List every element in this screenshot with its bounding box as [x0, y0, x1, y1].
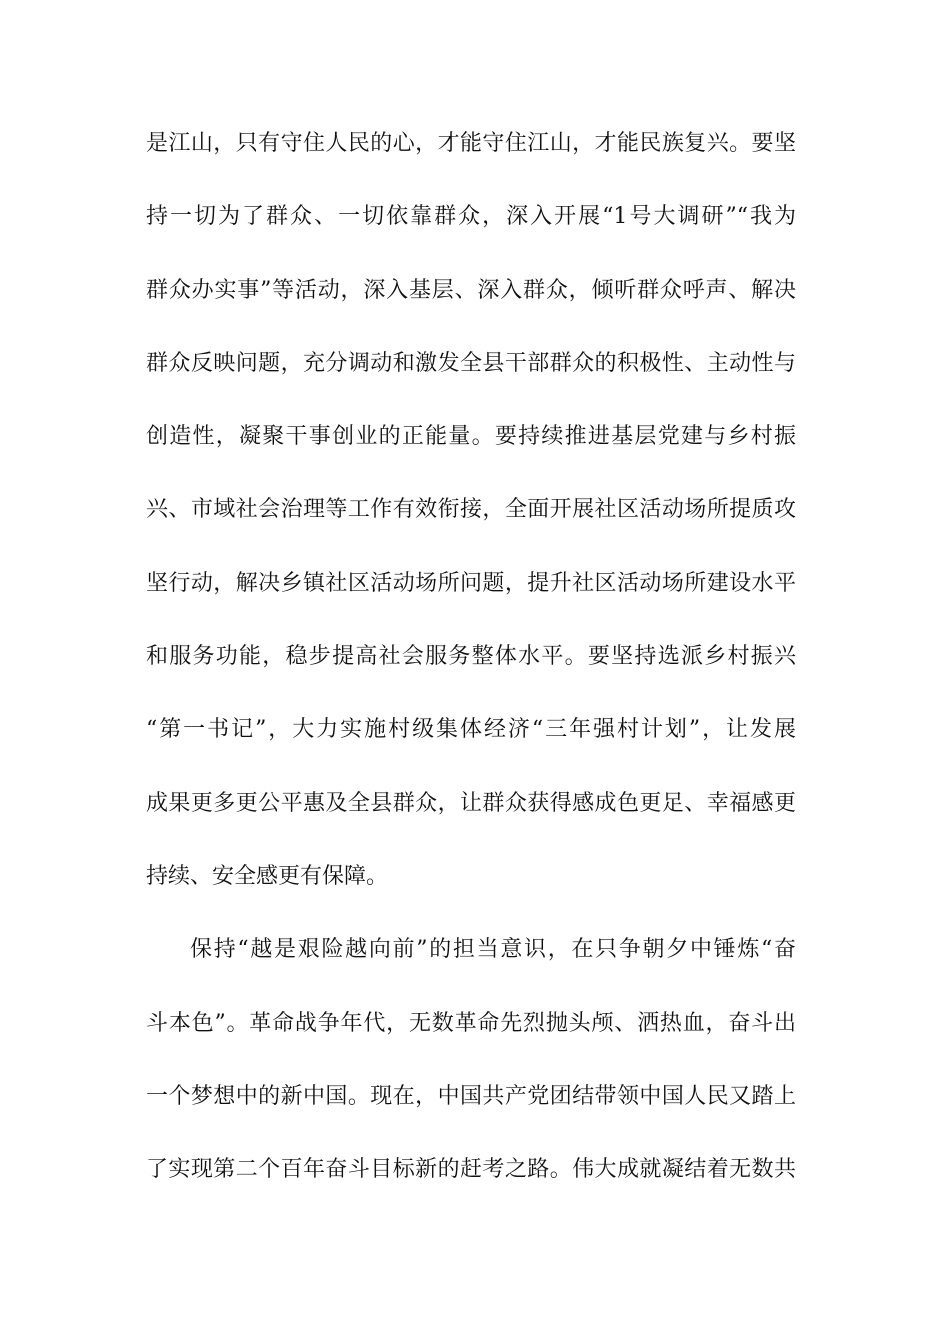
- text-line: 坚行动，解决乡镇社区活动场所问题，提升社区活动场所建设水平: [146, 570, 796, 596]
- text-line: 群众办实事”等活动，深入基层、深入群众，倾听群众呼声、解决: [146, 277, 796, 303]
- text-line: 持一切为了群众、一切依靠群众，深入开展“1号大调研”“我为: [146, 204, 796, 230]
- body-text: [146, 122, 796, 1221]
- text-line: 和服务功能，稳步提高社会服务整体水平。要坚持选派乡村振兴: [146, 644, 796, 670]
- text-line: 成果更多更公平惠及全县群众，让群众获得感成色更足、幸福感更: [146, 790, 796, 816]
- text-line: 群众反映问题，充分调动和激发全县干部群众的积极性、主动性与: [146, 350, 796, 376]
- text-line: 一个梦想中的新中国。现在，中国共产党团结带领中国人民又踏上: [146, 1083, 796, 1109]
- text-line: 斗本色”。革命战争年代，无数革命先烈抛头颅、洒热血，奋斗出: [146, 1010, 796, 1036]
- text-line: “第一书记”，大力实施村级集体经济“三年强村计划”，让发展: [146, 717, 796, 743]
- text-line: 了实现第二个百年奋斗目标新的赶考之路。伟大成就凝结着无数共: [146, 1157, 796, 1183]
- text-line: 是江山，只有守住人民的心，才能守住江山，才能民族复兴。要坚: [146, 131, 796, 156]
- text-line: 兴、市域社会治理等工作有效衔接，全面开展社区活动场所提质攻: [146, 497, 796, 523]
- paragraph-end-line: 持续、安全感更有保障。: [146, 863, 389, 889]
- text-line: 创造性，凝聚干事创业的正能量。要持续推进基层党建与乡村振: [146, 424, 796, 450]
- paragraph-start-line: 保持“越是艰险越向前”的担当意识，在只争朝夕中锤炼“奋: [190, 937, 796, 963]
